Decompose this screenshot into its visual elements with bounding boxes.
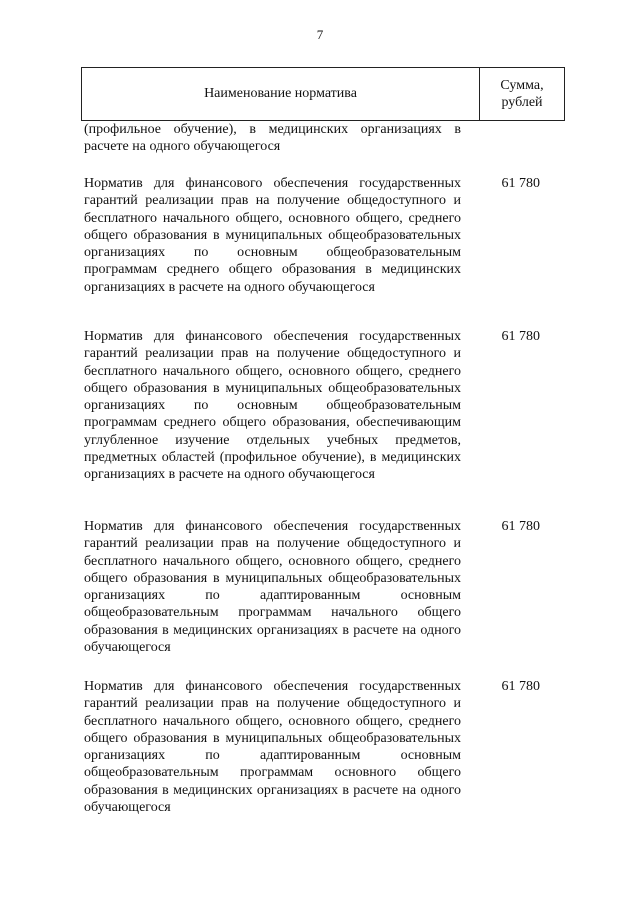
table-row bbox=[84, 175, 560, 296]
norm-description: (профильное обучение), в медицинских организациях в расчете на одного обучающегося bbox=[84, 122, 461, 155]
sum-header-line1: Сумма, bbox=[500, 78, 544, 93]
norm-amount: 61 780 bbox=[501, 329, 540, 344]
column-header-sum-label bbox=[500, 77, 543, 111]
norm-amount: 61 780 bbox=[501, 679, 540, 694]
page-number: 7 bbox=[316, 27, 324, 42]
table-row bbox=[84, 121, 560, 156]
table-row bbox=[84, 518, 560, 656]
column-header-sum bbox=[480, 68, 564, 120]
norm-description: Норматив для финансового обеспечения государственных гарантий реализации прав на получение общедоступного и бесплатного начального общего, основного общего, среднего общего образования в муниципальных общеобразовательных организациях по основным общеобразовательным программам среднего общего образования в медицинских организациях в расчете на одного обучающегося bbox=[84, 176, 461, 295]
table-row bbox=[84, 678, 560, 816]
norm-amount: 61 780 bbox=[501, 519, 540, 534]
norm-description: Норматив для финансового обеспечения государственных гарантий реализации прав на получение общедоступного и бесплатного начального общего, основного общего, среднего общего образования в муниципальных общеобразовательных организациях по основным общеобразовательным программам среднего общего образования, обеспечивающим углубленное изучение отдельных учебных предметов, предметных областей (профильное обучение), в медицинских организациях в расчете на одного обучающегося bbox=[84, 329, 461, 483]
table-header bbox=[81, 67, 565, 121]
sum-header-line2: рублей bbox=[501, 95, 543, 110]
norm-description: Норматив для финансового обеспечения государственных гарантий реализации прав на получение общедоступного и бесплатного начального общего, основного общего, среднего общего образования в муниципальных общеобразовательных организациях по адаптированным основным общеобразовательным программам начального общего образования в медицинских организациях в расчете на одного обучающегося bbox=[84, 519, 461, 656]
norm-amount bbox=[461, 121, 560, 156]
norm-description: Норматив для финансового обеспечения государственных гарантий реализации прав на получение общедоступного и бесплатного начального общего, основного общего, среднего общего образования в муниципальных общеобразовательных организациях по адаптированным основным общеобразовательным программам основного общего образования в медицинских организациях в расчете на одного обучающегося bbox=[84, 679, 461, 816]
table-row bbox=[84, 328, 560, 484]
column-header-name: Наименование норматива bbox=[82, 68, 480, 120]
norm-amount: 61 780 bbox=[501, 176, 540, 191]
